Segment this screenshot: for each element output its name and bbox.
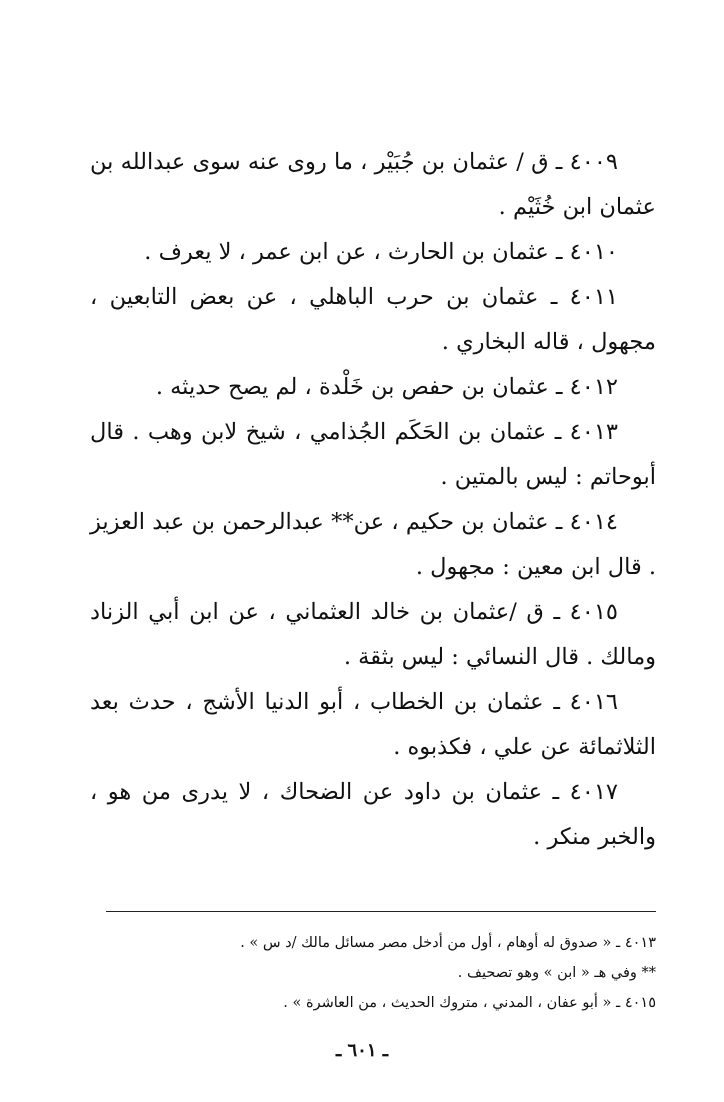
footnote-4015: ٤٠١٥ ـ « أبو عفان ، المدني ، متروك الحديث ، من العاشرة » . [283, 995, 656, 1011]
entry-4015: ٤٠١٥ ـ ق /عثمان بن خالد العثماني ، عن ابن أبي الزناد ومالك . قال النسائي : ليس بثقة . [90, 599, 656, 670]
footnote-asterisk: ** وفي هـ « ابن » وهو تصحيف . [457, 965, 656, 981]
entry-4013: ٤٠١٣ ـ عثمان بن الحَكَم الجُذامي ، شيخ لابن وهب . قال أبوحاتم : ليس بالمتين . [90, 419, 656, 490]
main-text [90, 140, 656, 860]
entry-4011: ٤٠١١ ـ عثمان بن حرب الباهلي ، عن بعض التابعين ، مجهول ، قاله البخاري . [90, 284, 656, 355]
entry-4014: ٤٠١٤ ـ عثمان بن حكيم ، عن** عبدالرحمن بن عبد العزيز . قال ابن معين : مجهول . [90, 509, 656, 580]
entry-4010: ٤٠١٠ ـ عثمان بن الحارث ، عن ابن عمر ، لا يعرف . [144, 239, 618, 265]
page-number: ـ ٦٠١ ـ [335, 1040, 389, 1061]
entry-4017: ٤٠١٧ ـ عثمان بن داود عن الضحاك ، لا يدرى من هو ، والخبر منكر . [90, 779, 656, 850]
entry-4012: ٤٠١٢ ـ عثمان بن حفص بن خَلْدة ، لم يصح حديثه . [155, 374, 618, 400]
entry-4009: ٤٠٠٩ ـ ق / عثمان بن جُبَيْر ، ما روى عنه سوى عبدالله بن عثمان ابن خُثَيْم . [90, 149, 656, 220]
footnotes [96, 928, 656, 1018]
footnote-divider [106, 911, 656, 912]
entry-4016: ٤٠١٦ ـ عثمان بن الخطاب ، أبو الدنيا الأشج ، حدث بعد الثلاثمائة عن علي ، فكذبوه . [90, 689, 656, 760]
footnote-4013: ٤٠١٣ ـ « صدوق له أوهام ، أول من أدخل مصر مسائل مالك /د س » . [240, 935, 656, 951]
